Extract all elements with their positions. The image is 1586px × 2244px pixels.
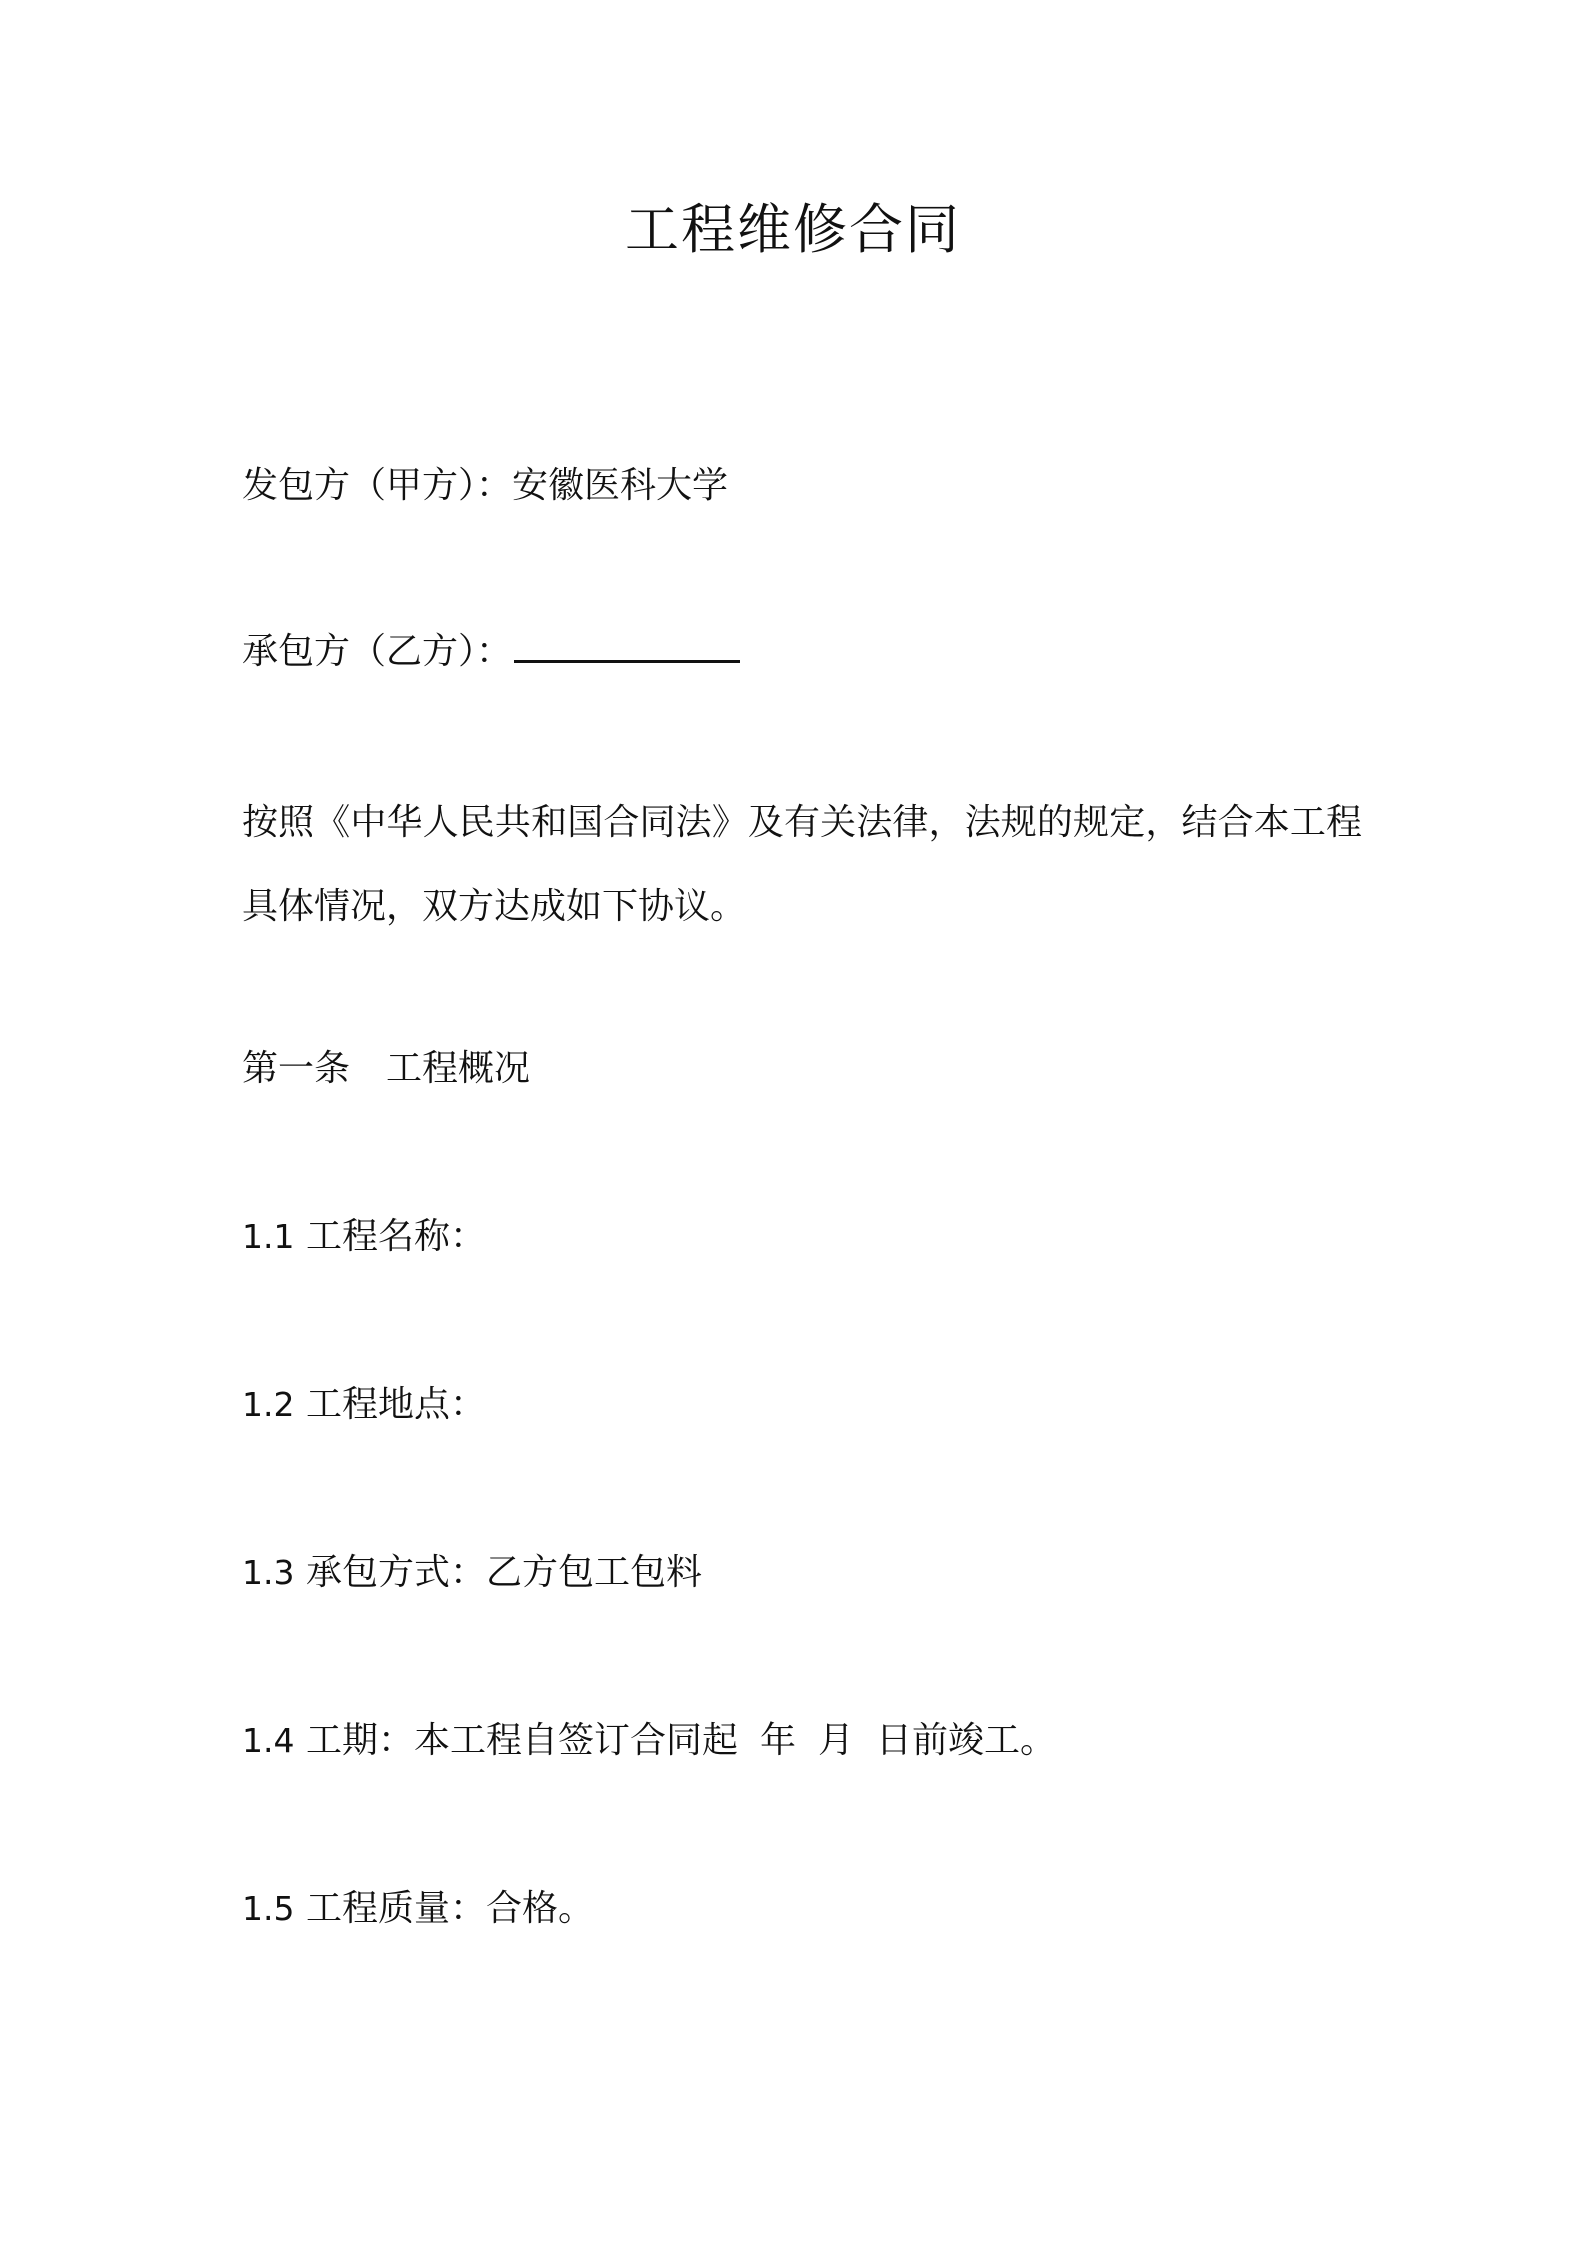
item-text: 工期：本工程自签订合同起 — [305, 1720, 738, 1761]
item-1-2 — [242, 1381, 486, 1429]
document-title: 工程维修合同 — [625, 198, 961, 261]
item-text: 工程地点： — [305, 1384, 486, 1425]
item-1-3 — [242, 1549, 702, 1597]
item-number: 1.4 — [242, 1721, 295, 1760]
item-text: 工程名称： — [305, 1216, 486, 1257]
item-1-4 — [242, 1717, 1056, 1765]
month-label: 月 — [817, 1720, 854, 1761]
article-1-number: 第一条 — [242, 1048, 351, 1089]
year-label: 年 — [759, 1720, 796, 1761]
article-1-heading — [242, 1045, 530, 1093]
party-b-label: 承包方（乙方）： — [242, 631, 513, 672]
party-a-line: 发包方（甲方）：安徽医科大学 — [242, 465, 729, 506]
preamble-paragraph: 按照《中华人民共和国合同法》及有关法律，法规的规定，结合本工程具体情况，双方达成如下协议。 — [242, 802, 1362, 927]
item-number: 1.5 — [242, 1889, 295, 1928]
item-text: 工程质量：合格。 — [305, 1888, 594, 1929]
item-number: 1.3 — [242, 1553, 295, 1592]
party-b-blank — [514, 630, 740, 663]
article-1-title: 工程概况 — [386, 1048, 531, 1089]
day-tail: 日前竣工。 — [875, 1720, 1056, 1761]
item-text: 承包方式：乙方包工包料 — [305, 1552, 702, 1593]
item-1-5 — [242, 1885, 594, 1933]
item-1-1 — [242, 1213, 486, 1261]
party-b-line — [242, 628, 740, 676]
item-number: 1.1 — [242, 1217, 295, 1256]
item-number: 1.2 — [242, 1385, 295, 1424]
